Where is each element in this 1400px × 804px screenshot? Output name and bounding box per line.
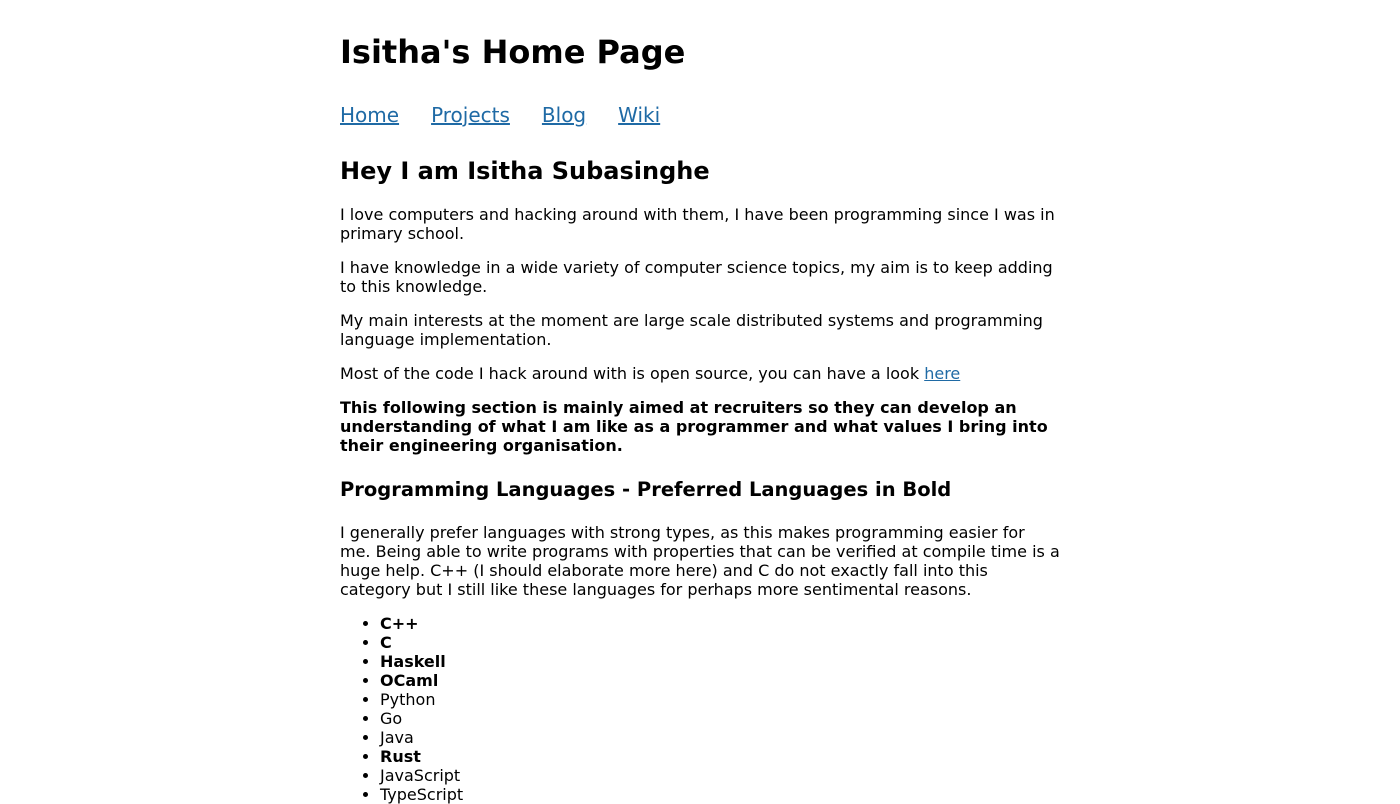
main-content: [340, 155, 1060, 804]
languages-description: I generally prefer languages with strong types, as this makes programming easier for me. Being able to write programs with properties that can be verified at compile time is a huge help. C++ (I should elaborate more here) and C do not exactly fall into this category but I still like these languages for perhaps more sentimental reasons.: [340, 523, 1060, 599]
intro-paragraph-4: [340, 364, 1060, 383]
language-list-item: • Go: [380, 709, 1060, 728]
language-list-item: • C: [380, 633, 1060, 652]
language-list-item: • OCaml: [380, 671, 1060, 690]
nav-wiki-link[interactable]: Wiki: [618, 103, 661, 127]
languages-list: [340, 614, 1060, 804]
open-source-link[interactable]: here: [924, 364, 961, 383]
nav-projects-link[interactable]: Projects: [431, 103, 510, 127]
main-nav: [340, 102, 692, 128]
nav-home-link[interactable]: Home: [340, 103, 400, 127]
language-list-item: • Rust: [380, 747, 1060, 766]
intro-paragraph-1: I love computers and hacking around with them, I have been programming since I was in primary school.: [340, 205, 1055, 243]
site-title: Isitha's Home Page: [340, 33, 686, 71]
language-list-item: • Java: [380, 728, 1060, 747]
open-source-text: Most of the code I hack around with is open source, you can have a look: [340, 364, 925, 383]
language-list-item: • C++: [380, 614, 1060, 633]
language-list-item: • Python: [380, 690, 1060, 709]
intro-paragraph-3: My main interests at the moment are large scale distributed systems and programming language implementation.: [340, 311, 1043, 349]
nav-blog-link[interactable]: Blog: [541, 103, 587, 127]
intro-paragraph-2: I have knowledge in a wide variety of computer science topics, my aim is to keep adding to this knowledge.: [340, 258, 1053, 296]
languages-heading: Programming Languages - Preferred Languages in Bold: [340, 478, 952, 501]
language-list-item: • Haskell: [380, 652, 1060, 671]
intro-heading: Hey I am Isitha Subasinghe: [340, 157, 710, 185]
language-list-item: • JavaScript: [380, 766, 1060, 785]
language-list-item: • TypeScript: [380, 785, 1060, 804]
recruiter-note: This following section is mainly aimed at recruiters so they can develop an understanding of what I am like as a programmer and what values I bring into their engineering organisation.: [340, 398, 1048, 455]
